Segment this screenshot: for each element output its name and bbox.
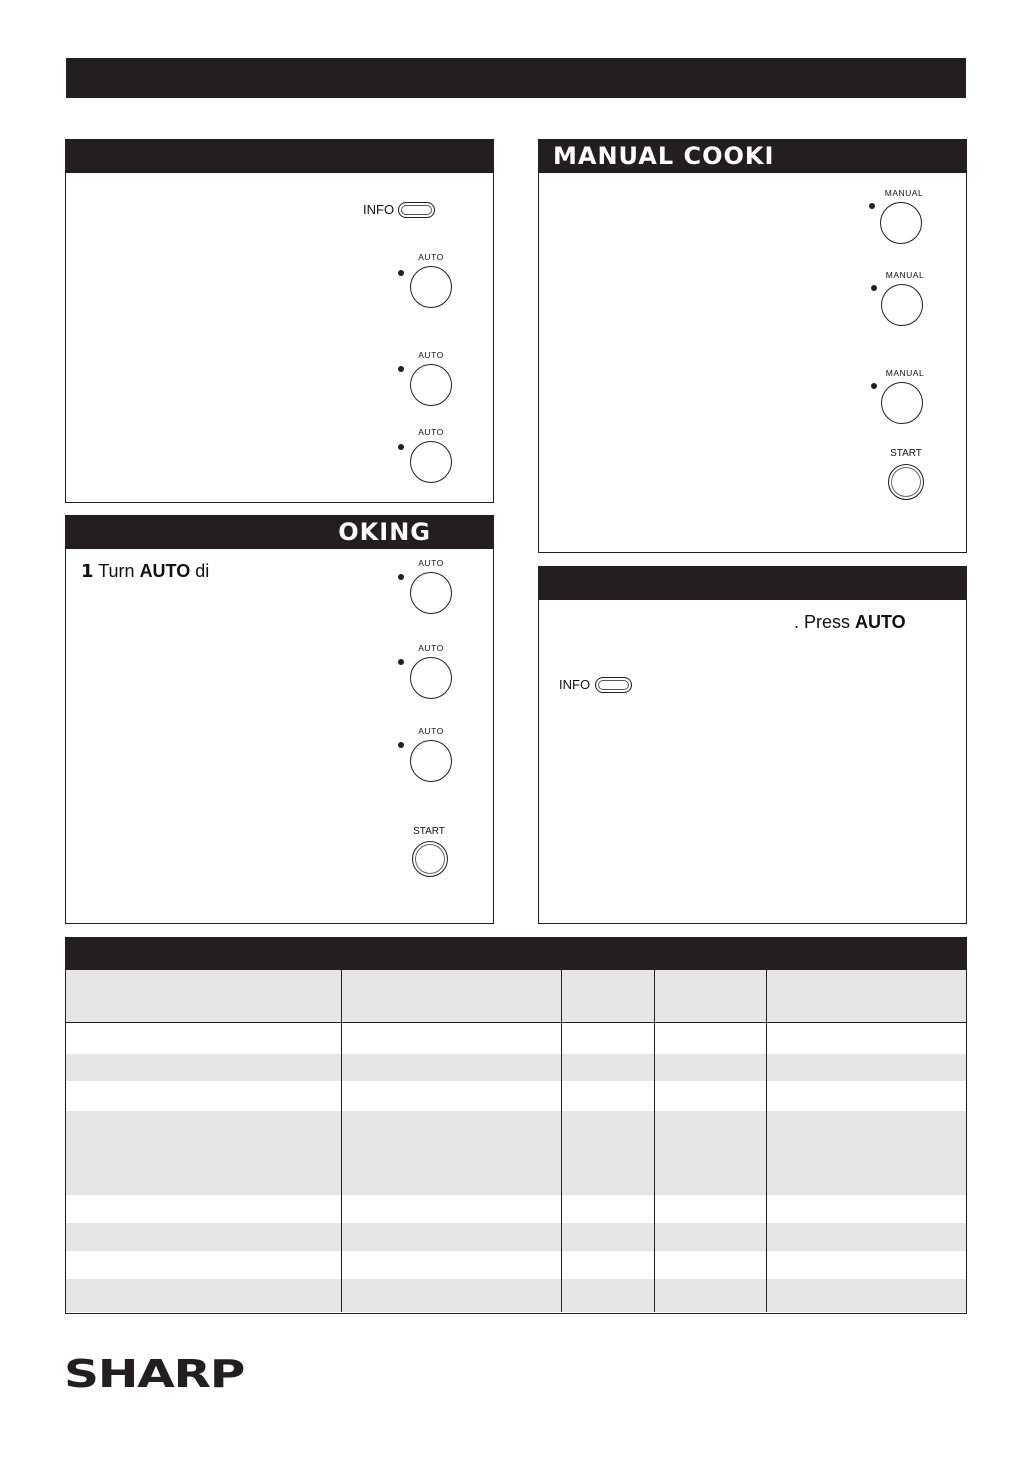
page-header-bar (66, 58, 966, 98)
panel-heading: MANUAL COOKI (539, 140, 966, 173)
auto-cooking-panel (65, 139, 494, 503)
table-header-cell (766, 970, 966, 1022)
auto-dial-icon (410, 657, 452, 699)
info-button-icon (398, 202, 435, 218)
auto-cooking-table (66, 970, 966, 1312)
instruction-keyword: AUTO (855, 612, 906, 632)
table-row (66, 1054, 966, 1081)
manual-dial-icon (881, 284, 923, 326)
instruction-text: . Press (794, 612, 856, 632)
auto-dial-icon (410, 266, 452, 308)
auto-dial-icon (410, 572, 452, 614)
start-label: START (890, 448, 922, 459)
dial-indicator-dot (871, 383, 877, 389)
auto-dial-icon (410, 364, 452, 406)
auto-dial-label: AUTO (418, 350, 444, 360)
start-button-icon (888, 464, 924, 500)
dial-indicator-dot (398, 659, 404, 665)
auto-dial-label: AUTO (418, 643, 444, 653)
manual-dial-label: MANUAL (885, 270, 925, 280)
table-row (66, 1223, 966, 1251)
panel-heading (539, 567, 966, 600)
table-row (66, 1081, 966, 1111)
table-row (66, 1022, 966, 1054)
dial-indicator-dot (869, 203, 875, 209)
table-header-cell (341, 970, 561, 1022)
manual-dial-label: MANUAL (885, 368, 925, 378)
auto-cooking-steps-panel (65, 515, 494, 924)
manual-dial-label: MANUAL (884, 188, 924, 198)
auto-dial-label: AUTO (418, 252, 444, 262)
dial-indicator-dot (398, 366, 404, 372)
manual-dial-icon (881, 382, 923, 424)
manual-dial-icon (880, 202, 922, 244)
auto-dial-label: AUTO (418, 427, 444, 437)
info-label: INFO (559, 677, 591, 692)
step-keyword: AUTO (139, 561, 191, 581)
info-instruction-text (794, 612, 906, 633)
info-panel (538, 566, 967, 924)
table-row (66, 1111, 966, 1195)
dial-indicator-dot (398, 444, 404, 450)
auto-dial-label: AUTO (418, 558, 444, 568)
info-button-icon (595, 677, 632, 693)
table-row (66, 1251, 966, 1279)
step-text: di (190, 561, 210, 581)
auto-dial-icon (410, 740, 452, 782)
table-header-cell (66, 970, 341, 1022)
step-text: Turn (98, 561, 140, 581)
table-header-cell (561, 970, 654, 1022)
step-1-text (81, 561, 209, 582)
manual-cooking-panel (538, 139, 967, 553)
info-label: INFO (363, 202, 395, 217)
sharp-logo: SHARP (64, 1352, 245, 1396)
table-row (66, 1195, 966, 1223)
step-number: 1 (81, 561, 94, 582)
start-button-icon (412, 841, 448, 877)
auto-dial-label: AUTO (418, 726, 444, 736)
panel-heading: OKING (66, 516, 493, 549)
dial-indicator-dot (398, 270, 404, 276)
table-row (66, 1279, 966, 1312)
table-heading-bar (66, 937, 966, 970)
start-label: START (413, 826, 445, 837)
table-header-cell (654, 970, 766, 1022)
table-header-row (66, 970, 966, 1022)
dial-indicator-dot (871, 285, 877, 291)
auto-dial-icon (410, 441, 452, 483)
dial-indicator-dot (398, 742, 404, 748)
panel-heading (66, 140, 493, 173)
dial-indicator-dot (398, 574, 404, 580)
